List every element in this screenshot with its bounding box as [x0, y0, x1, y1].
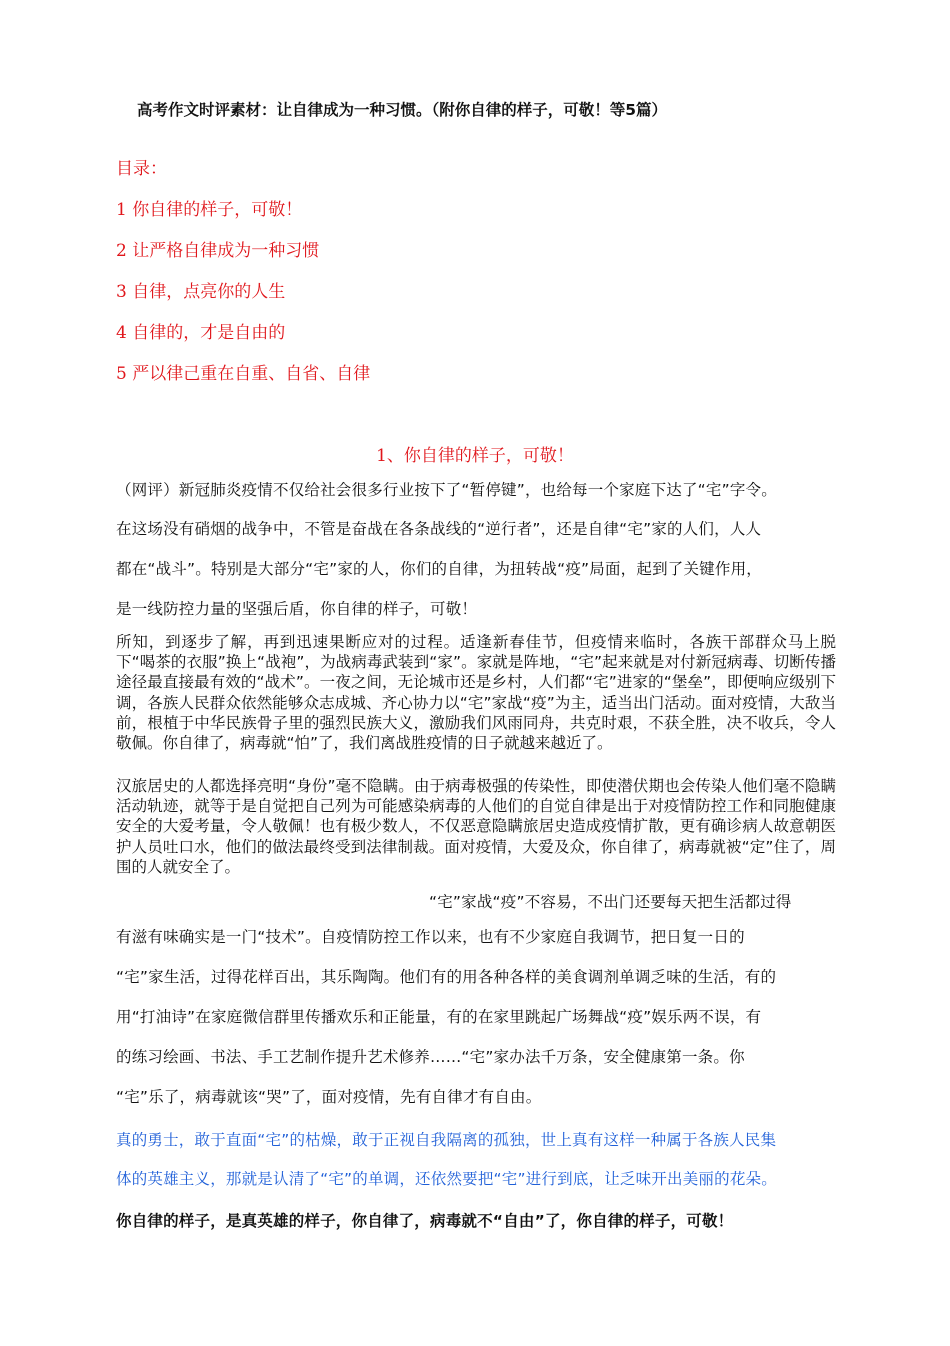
paragraph: 汉旅居史的人都选择亮明“身份”毫不隐瞒。由于病毒极强的传染性，即使潜伏期也会传染人他们毫不隐瞒活动轨迹，就等于是自觉把自己列为可能感染病毒的人他们的自觉自律是出于对疫情防控工作和同胞健康安全的大爱考量，令人敬佩！也有极少数人，不仅恶意隐瞒旅居史造成疫情扩散，更有确诊病人故意朝医护人员吐口水，他们的做法最终受到法律制裁。面对疫情，大爱及众，你自律了，病毒就被“定”住了，周围的人就安全了。	[116, 777, 836, 876]
toc-item: 2 让严格自律成为一种习惯	[116, 241, 320, 261]
paragraph-line: “宅”家战“疫”不容易，不出门还要每天把生活都过得	[429, 893, 792, 911]
paragraph-line: “宅”家生活，过得花样百出，其乐陶陶。他们有的用各种各样的美食调剂单调乏味的生活，有的	[116, 968, 777, 986]
toc-item: 4 自律的，才是自由的	[116, 323, 286, 343]
paragraph-line: 用“打油诗”在家庭微信群里传播欢乐和正能量，有的在家里跳起广场舞战“疫”娱乐两不误，有	[116, 1008, 762, 1026]
toc-item: 5 严以律己重在自重、自省、自律	[116, 364, 371, 384]
highlight-line: 真的勇士，敢于直面“宅”的枯燥，敢于正视自我隔离的孤独，世上真有这样一种属于各族人民集	[116, 1131, 777, 1149]
paragraph-line: （网评）新冠肺炎疫情不仅给社会很多行业按下了“暂停键”，也给每一个家庭下达了“宅”字令。	[116, 481, 777, 499]
paragraph-line: 的练习绘画、书法、手工艺制作提升艺术修养……“宅”家办法千万条，安全健康第一条。你	[116, 1048, 745, 1066]
paragraph-line: “宅”乐了，病毒就该“哭”了，面对疫情，先有自律才有自由。	[116, 1088, 542, 1106]
toc-item: 1 你自律的样子，可敬！	[116, 200, 303, 220]
paragraph-line: 在这场没有硝烟的战争中，不管是奋战在各条战线的“逆行者”，还是自律“宅”家的人们，人人	[116, 520, 762, 538]
document-title: 高考作文时评素材：让自律成为一种习惯。（附你自律的样子，可敬！等5篇）	[137, 101, 668, 119]
section-title: 1、你自律的样子，可敬！	[376, 446, 574, 466]
paragraph-line: 是一线防控力量的坚强后盾，你自律的样子，可敬！	[116, 600, 478, 618]
highlight-line: 体的英雄主义，那就是认清了“宅”的单调，还依然要把“宅”进行到底，让乏味开出美丽的花朵。	[116, 1170, 777, 1188]
toc-item: 3 自律，点亮你的人生	[116, 282, 286, 302]
paragraph-line: 都在“战斗”。特别是大部分“宅”家的人，你们的自律，为扭转战“疫”局面，起到了关键作用，	[116, 560, 762, 578]
closing-line: 你自律的样子，是真英雄的样子，你自律了，病毒就不“自由”了，你自律的样子，可敬！	[116, 1212, 734, 1230]
paragraph: 所知，到逐步了解，再到迅速果断应对的过程。适逢新春佳节，但疫情来临时，各族干部群众马上脱下“喝茶的衣服”换上“战袍”，为战病毒武装到“家”。家就是阵地，“宅”起来就是对付新冠病毒、切断传播途径最直接最有效的“战术”。一夜之间，无论城市还是乡村，人们都“宅”进家的“堡垒”，即便响应级别下调，各族人民群众依然能够众志成城、齐心协力以“宅”家战“疫”为主，适当出门活动。面对疫情，大敌当前，根植于中华民族骨子里的强烈民族大义，激励我们风雨同舟，共克时艰，不获全胜，决不收兵，令人敬佩。你自律了，病毒就“怕”了，我们离战胜疫情的日子就越来越近了。	[116, 633, 836, 753]
toc-label: 目录：	[116, 159, 167, 179]
paragraph-line: 有滋有味确实是一门“技术”。自疫情防控工作以来，也有不少家庭自我调节，把日复一日的	[116, 928, 745, 946]
